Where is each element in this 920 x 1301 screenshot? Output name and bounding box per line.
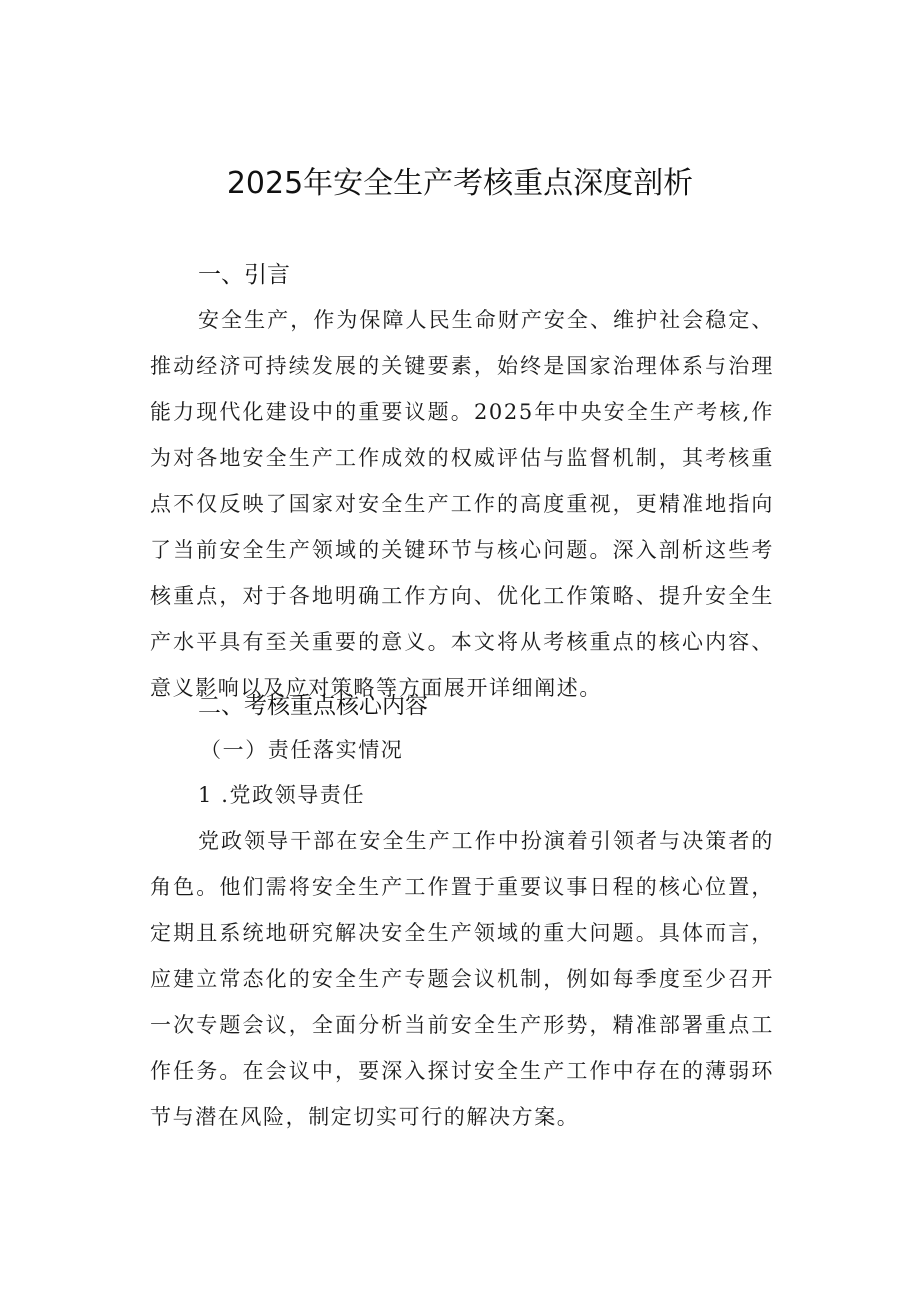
party-leadership-paragraph: 党政领导干部在安全生产工作中扮演着引领者与决策者的角色。他们需将安全生产工作置于重要议事日程的核心位置，定期且系统地研究解决安全生产领域的重大问题。具体而言，应建立常态化的安全生产专题会议机制，例如每季度至少召开一次专题会议，全面分析当前安全生产形势，精准部署重点工作任务。在会议中，要深入探讨安全生产工作中存在的薄弱环节与潜在风险，制定切实可行的解决方案。 bbox=[150, 829, 774, 1129]
subsection-heading-responsibility: （一）责任落实情况 bbox=[200, 738, 404, 762]
section-heading-core-content: 二、考核重点核心内容 bbox=[198, 693, 428, 719]
document-title: 2025年安全生产考核重点深度剖析 bbox=[226, 166, 694, 201]
introduction-paragraph: 安全生产，作为保障人民生命财产安全、维护社会稳定、推动经济可持续发展的关键要素，始终是国家治理体系与治理能力现代化建设中的重要议题。2025年中央安全生产考核,作为对各地安全生产工作成效的权威评估与监督机制，其考核重点不仅反映了国家对安全生产工作的高度重视，更精准地指向了当前安全生产领域的关键环节与核心问题。深入剖析这些考核重点，对于各地明确工作方向、优化工作策略、提升安全生产水平具有至关重要的意义。本文将从考核重点的核心内容、意义影响以及应对策略等方面展开详细阐述。 bbox=[150, 308, 774, 700]
item-heading-party-leadership: 1 .党政领导责任 bbox=[198, 783, 366, 807]
section-heading-introduction: 一、引言 bbox=[198, 262, 290, 288]
